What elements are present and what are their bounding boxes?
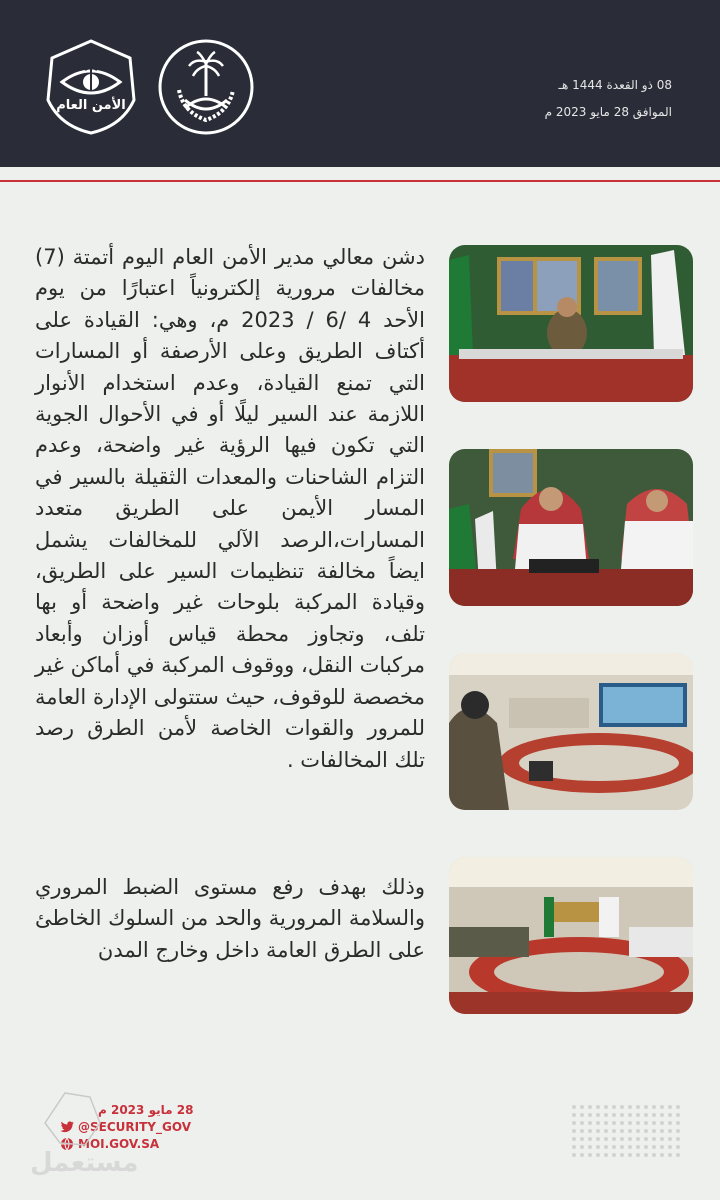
public-security-logo-text: الأمن العام — [56, 98, 126, 113]
footer-date: 28 مايو 2023 م — [98, 1103, 194, 1117]
footer — [60, 1103, 220, 1151]
decorative-dot-grid-icon — [570, 1103, 682, 1158]
divider-line — [0, 180, 720, 182]
public-security-logo-icon — [42, 38, 140, 136]
gregorian-date: الموافق 28 مايو 2023 م — [544, 105, 672, 119]
meeting-photo-officer-icon — [449, 245, 693, 402]
photo-3 — [449, 653, 693, 810]
article-paragraph-2: وذلك بهدف رفع مستوى الضبط المروري والسلامة المرورية والحد من السلوك الخاطئ على الطرق العامة داخل وخارج المدن — [35, 875, 425, 962]
meeting-photo-screen-room-icon — [449, 653, 693, 810]
ministry-emblem-icon — [157, 38, 255, 136]
meeting-photo-director-icon — [449, 449, 693, 606]
website-link[interactable]: MOI.GOV.SA — [78, 1137, 160, 1151]
date-block — [520, 72, 672, 126]
twitter-handle[interactable]: @SECURITY_GOV — [78, 1120, 191, 1134]
hijri-date: 08 ذو القعدة 1444 هـ — [558, 78, 672, 92]
article-paragraph-1: دشن معالي مدير الأمن العام اليوم أتمتة (7) مخالفات مرورية إلكترونياً اعتبارًا من يوم الأحد 4 /6 / 2023 م، وهي: القيادة على أكتاف الطريق وعلى الأرصفة أو المسارات التي تمنع القيادة، وعدم استخدام الأنوار اللازمة عند السير ليلًا أو في الأحوال الجوية التي تكون فيها الرؤية غير واضحة، وعدم التزام الشاحنات والمعدات الثقيلة بالسير في المسار الأيمن على الطريق متعدد المسارات،الرصد الآلي للمخالفات يشمل ايضاً مخالفة تنظيمات السير على الطريق، وقيادة المركبة بلوحات غير واضحة أو بها تلف، وتجاوز محطة قياس أوزان وأبعاد مركبات النقل، ووقوف المركبة في أماكن غير مخصصة للوقوف، حيث ستتولى الإدارة العامة للمرور والقوات الخاصة لأمن الطرق رصد تلك المخالفات . — [35, 245, 425, 772]
photo-2 — [449, 449, 693, 606]
photo-4 — [449, 857, 693, 1014]
watermark: مستعمل — [30, 1148, 139, 1178]
photo-1 — [449, 245, 693, 402]
map-outline-icon — [40, 1083, 110, 1153]
meeting-photo-conference-hall-icon — [449, 857, 693, 1014]
